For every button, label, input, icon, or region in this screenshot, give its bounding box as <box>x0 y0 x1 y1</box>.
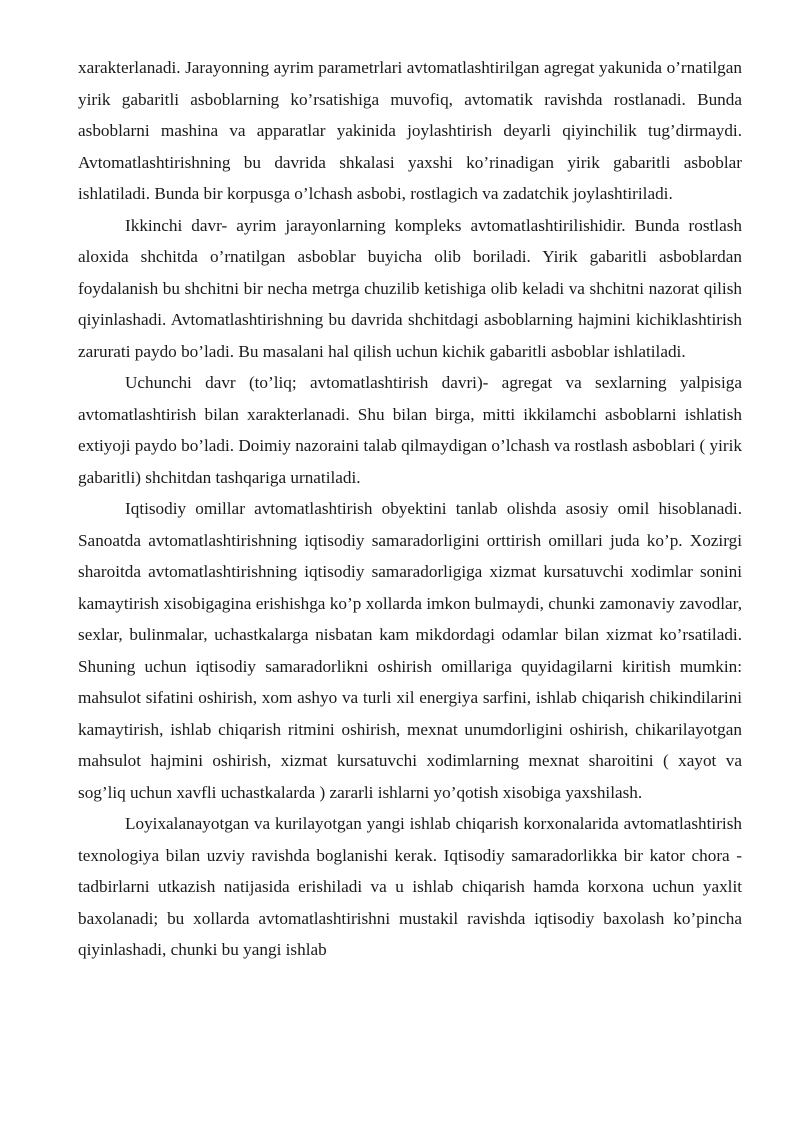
paragraph-4: Iqtisodiy omillar avtomatlashtirish obyektini tanlab olishda asosiy omil hisoblanadi. Sanoatda avtomatlashtirishning iqtisodiy samaradorligini orttirish omillari juda ko’p. Xozirgi sharoitda avtomatlashtirishning iqtisodiy samaradorligiga xizmat kursatuvchi xodimlar sonini kamaytirish xisobigagina erishishga ko’p xollarda imkon bulmaydi, chunki zamonaviy zavodlar, sexlar, bulinmalar, uchastkalarga nisbatan kam mikdordagi odamlar bilan xizmat ko’rsatiladi. Shuning uchun iqtisodiy samaradorlikni oshirish omillariga quyidagilarni kiritish mumkin: mahsulot sifatini oshirish, xom ashyo va turli xil energiya sarfini, ishlab chiqarish chikindilarini kamaytirish, ishlab chiqarish ritmini oshirish, mexnat unumdorligini oshirish, chikarilayotgan mahsulot hajmini oshirish, xizmat kursatuvchi xodimlarning mexnat sharoitini ( xayot va sog’liq uchun xavfli uchastkalarda ) zararli ishlarni yo’qotish xisobiga yaxshilash. <box>78 499 742 802</box>
paragraph-1: xarakterlanadi. Jarayonning ayrim parametrlari avtomatlashtirilgan agregat yakunida o’rnatilgan yirik gabaritli asboblarning ko’rsatishiga muvofiq, avtomatik ravishda rostlanadi. Bunda asboblarni mashina va apparatlar yakinida joylashtirish deyarli qiyinchilik tug’dirmaydi. Avtomatlashtirishning bu davrida shkalasi yaxshi ko’rinadigan yirik gabaritli asboblar ishlatiladi. Bunda bir korpusga o’lchash asbobi, rostlagich va zadatchik joylashtiriladi. <box>78 58 742 203</box>
document-page <box>78 52 742 966</box>
paragraph-3: Uchunchi davr (to’liq; avtomatlashtirish davri)- agregat va sexlarning yalpisiga avtomatlashtirish bilan xarakterlanadi. Shu bilan birga, mitti ikkilamchi asboblarni ishlatish extiyoji paydo bo’ladi. Doimiy nazoraini talab qilmaydigan o’lchash va rostlash asboblari ( yirik gabaritli) shchitdan tashqariga urnatiladi. <box>78 373 742 487</box>
paragraph-5: Loyixalanayotgan va kurilayotgan yangi ishlab chiqarish korxonalarida avtomatlashtirish texnologiya bilan uzviy ravishda boglanishi kerak. Iqtisodiy samaradorlikka bir kator chora - tadbirlarni utkazish natijasida erishiladi va u ishlab chiqarish hamda korxona uchun yaxlit baxolanadi; bu xollarda avtomatlashtirishni mustakil ravishda iqtisodiy baxolash ko’pincha qiyinlashadi, chunki bu yangi ishlab <box>78 814 742 959</box>
paragraph-2: Ikkinchi davr- ayrim jarayonlarning kompleks avtomatlashtirilishidir. Bunda rostlash aloxida shchitda o’rnatilgan asboblar buyicha olib boriladi. Yirik gabaritli asboblardan foydalanish bu shchitni bir necha metrga chuzilib ketishiga olib keladi va shchitni nazorat qilish qiyinlashadi. Avtomatlashtirishning bu davrida shchitdagi asboblarning hajmini kichiklashtirish zarurati paydo bo’ladi. Bu masalani hal qilish uchun kichik gabaritli asboblar ishlatiladi. <box>78 215 742 361</box>
